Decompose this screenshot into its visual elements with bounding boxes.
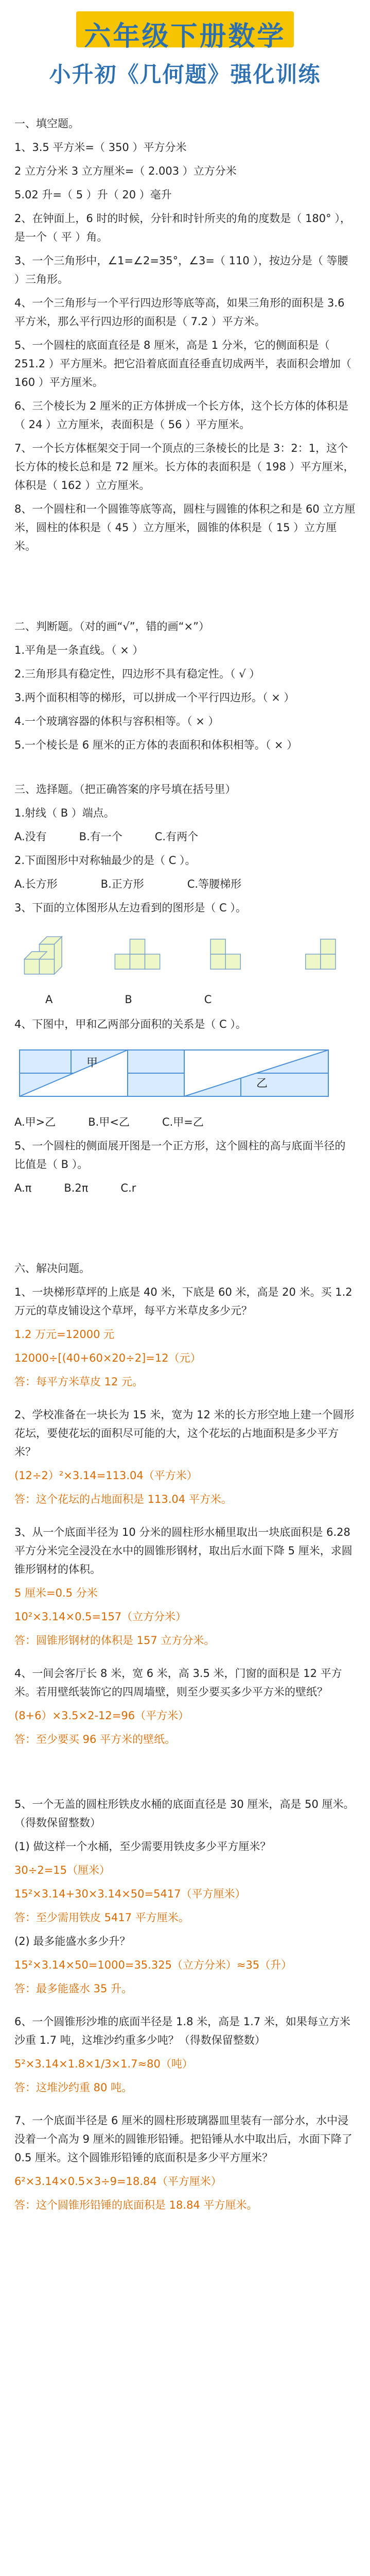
problem-text: 4、一间会客厅长 8 米，宽 6 米，高 3.5 米，门窗的面积是 12 平方米。若用壁纸装饰它的四周墙壁，则至少要买多少平方米的壁纸？	[14, 1667, 342, 1698]
view-option-a	[105, 923, 175, 985]
spacer	[14, 1655, 356, 1664]
section-heading: 三、选择题。（把正确答案的序号填在括号里）	[14, 783, 236, 795]
solve-section	[14, 1259, 356, 2214]
answer-line: 答：圆锥形钢材的体积是 157 立方分米。	[14, 1634, 215, 1647]
fill-line: 2 立方分米 3 立方厘米=（ 2.003 ）立方分米	[14, 165, 237, 177]
fill-line: 7、一个长方体框架交于同一个顶点的三条棱长的比是 3：2：1，这个长方体的棱长总和是 72 厘米。长方体的表面积是（ 198 ）平方厘米，体积是（ 162 ）立方厘米。	[14, 442, 355, 492]
view-option-b	[196, 923, 266, 985]
problem-text: 2、学校准备在一块长为 15 米，宽为 12 米的长方形空地上建一个圆形花坛，要使花坛的面积尽可能的大，这个花坛的占地面积是多少平方米？	[14, 1409, 355, 1458]
spacer	[14, 1202, 356, 1259]
page-title: 六年级下册数学	[84, 21, 286, 52]
view-option-c	[286, 923, 356, 985]
area-figure	[14, 1045, 344, 1101]
answer-line: 答：这个圆锥形铅锤的底面积是 18.84 平方厘米。	[14, 2199, 258, 2211]
judge-section	[14, 617, 356, 754]
choice-line: 3、下面的立体图形从左边看到的图形是（ C ）。	[14, 902, 246, 914]
answer-line: 答：至少要买 96 平方米的壁纸。	[14, 1733, 176, 1745]
solution-step: 5²×3.14×1.8×1/3×1.7≈80（吨）	[14, 2058, 193, 2070]
choice-line: 4、下图中，甲和乙两部分面积的关系是（ C ）。	[14, 1018, 246, 1030]
answer-line: 答：每平方米草皮 12 元。	[14, 1376, 144, 1388]
fill-line: 4、一个三角形与一个平行四边形等底等高，如果三角形的面积是 3.6 平方米，那么平行四边形的面积是（ 7.2 ）平方米。	[14, 297, 345, 328]
sub-question: (2) 最多能盛水多少升？	[14, 1935, 131, 1947]
solution-step: (8+6）×3.5×2-12=96（平方米）	[14, 1709, 189, 1722]
problem-text: 6、一个圆锥形沙堆的底面半径是 1.8 米，高是 1.7 米，如果每立方米沙重 1.7 吨，这堆沙约重多少吨？（得数保留整数）	[14, 2015, 350, 2046]
view-option-label: C	[204, 993, 212, 1006]
view-option-labels	[14, 993, 356, 1006]
judge-line: 3.两个面积相等的梯形，可以拼成一个平行四边形。（ × ）	[14, 691, 295, 704]
spacer	[14, 561, 356, 617]
fill-line: 3、一个三角形中，∠1=∠2=35°，∠3=（ 110 ），按边分是（ 等腰 ）三角形。	[14, 255, 348, 285]
answer-line: 答：至少需用铁皮 5417 平方厘米。	[14, 1911, 189, 1924]
choice-line: A.π B.2π C.r	[14, 1182, 136, 1194]
section-heading: 一、填空题。	[14, 117, 79, 130]
spacer	[14, 2102, 356, 2111]
page-subtitle: 小升初《几何题》强化训练	[49, 62, 321, 87]
fill-line: 5.02 升=（ 5 ）升（ 20 ）毫升	[14, 189, 172, 201]
spacer	[14, 759, 356, 780]
worksheet-content	[14, 114, 356, 2219]
judge-line: 1.平角是一条直线。（ × ）	[14, 644, 144, 656]
label-jia: 甲	[86, 1057, 98, 1070]
choice-line: A.甲>乙 B.甲<乙 C.甲=乙	[14, 1116, 204, 1128]
solution-step: 15²×3.14+30×3.14×50=5417（平方厘米）	[14, 1888, 246, 1900]
section-heading: 六、解决问题。	[14, 1262, 90, 1275]
judge-line: 2.三角形具有稳定性，四边形不具有稳定性。（ √ ）	[14, 668, 260, 680]
header	[0, 0, 370, 113]
spacer	[14, 1396, 356, 1405]
spacer	[14, 1514, 356, 1523]
choice-line: A.没有 B.有一个 C.有两个	[14, 831, 199, 843]
spacer	[14, 1754, 356, 1774]
section-heading: 二、判断题。（对的画“√”，错的画“×”）	[14, 620, 209, 633]
problem-text: 3、从一个底面半径为 10 分米的圆柱形水桶里取出一块底面积是 6.28 平方分米完全浸没在水中的圆锥形钢材，取出后水面下降 5 厘米，求圆锥形钢材的体积。	[14, 1526, 353, 1575]
spacer	[14, 2003, 356, 2012]
view-option-label: B	[125, 993, 132, 1006]
answer-line: 答：这堆沙约重 80 吨。	[14, 2081, 133, 2094]
solution-step: 6²×3.14×0.5×3÷9=18.84（平方厘米）	[14, 2175, 222, 2188]
choice-section	[14, 780, 356, 1197]
view-option-label: A	[45, 993, 53, 1006]
fill-section	[14, 114, 356, 555]
fill-line: 8、一个圆柱和一个圆锥等底等高，圆柱与圆锥的体积之和是 60 立方厘米，圆柱的体积是（ 45 ）立方厘米，圆锥的体积是（ 15 ）立方厘米。	[14, 503, 356, 552]
solid-figure	[14, 923, 84, 985]
label-yi: 乙	[256, 1077, 268, 1090]
solution-step: 5 厘米=0.5 分米	[14, 1587, 98, 1599]
solution-step: (12÷2）²×3.14=113.04（平方米）	[14, 1469, 198, 1482]
solution-step: 15²×3.14×50=1000=35.325（立方分米）≈35（升）	[14, 1959, 292, 1971]
solution-step: 10²×3.14×0.5=157（立方分米）	[14, 1611, 187, 1623]
fill-line: 2、在钟面上，6 时的时候，分针和时针所夹的角的度数是（ 180° ），是一个（ 平 ）角。	[14, 212, 351, 243]
sub-question: (1) 做这样一个水桶，至少需要用铁皮多少平方厘米？	[14, 1840, 271, 1853]
spacer	[14, 1774, 356, 1795]
fill-line: 5、一个圆柱的底面直径是 8 厘米，高是 1 分米，它的侧面积是（ 251.2 ）平方厘米。把它沿着底面直径垂直切成两半，表面积会增加（ 160 ）平方厘米。	[14, 339, 351, 388]
judge-line: 4.一个玻璃容器的体积与容积相等。（ × ）	[14, 715, 219, 727]
fill-line: 1、3.5 平方米=（ 350 ）平方分米	[14, 141, 187, 154]
answer-line: 答：这个花坛的占地面积是 113.04 平方米。	[14, 1493, 232, 1505]
choice-line: 5、一个圆柱的侧面展开图是一个正方形，这个圆柱的高与底面半径的比值是（ B ）。	[14, 1140, 346, 1171]
choice-line: A.长方形 B.正方形 C.等腰梯形	[14, 878, 242, 890]
problem-text: 7、一个底面半径是 6 厘米的圆柱形玻璃器皿里装有一部分水，水中浸没着一个高为 9 厘米的圆锥形铅锤。把铅锤从水中取出后，水面下降了 0.5 厘米。这个圆锥形铅锤的底面积是多少平方厘米？	[14, 2114, 353, 2164]
solution-step: 12000÷[(40+60×20÷2]=12（元）	[14, 1352, 201, 1364]
choice-line: 2.下面图形中对称轴最少的是（ C ）。	[14, 854, 196, 867]
solid-figure-row	[14, 923, 356, 985]
problem-text: 1、一块梯形草坪的上底是 40 米，下底是 60 米，高是 20 米。买 1.2 万元的草皮铺设这个草坪，每平方米草皮多少元？	[14, 1286, 353, 1317]
fill-line: 6、三个棱长为 2 厘米的正方体拼成一个长方体，这个长方体的体积是（ 24 ）立方厘米，表面积是（ 56 ）平方厘米。	[14, 400, 349, 431]
choice-line: 1.射线（ B ）端点。	[14, 807, 115, 819]
problem-text: 5、一个无盖的圆柱形铁皮水桶的底面直径是 30 厘米，高是 50 厘米。（得数保留整数）	[14, 1798, 355, 1829]
judge-line: 5.一个棱长是 6 厘米的正方体的表面积和体积相等。（ × ）	[14, 739, 298, 751]
answer-line: 答：最多能盛水 35 升。	[14, 1982, 133, 1995]
solution-step: 1.2 万元=12000 元	[14, 1328, 115, 1341]
solution-step: 30÷2=15（厘米）	[14, 1864, 110, 1876]
